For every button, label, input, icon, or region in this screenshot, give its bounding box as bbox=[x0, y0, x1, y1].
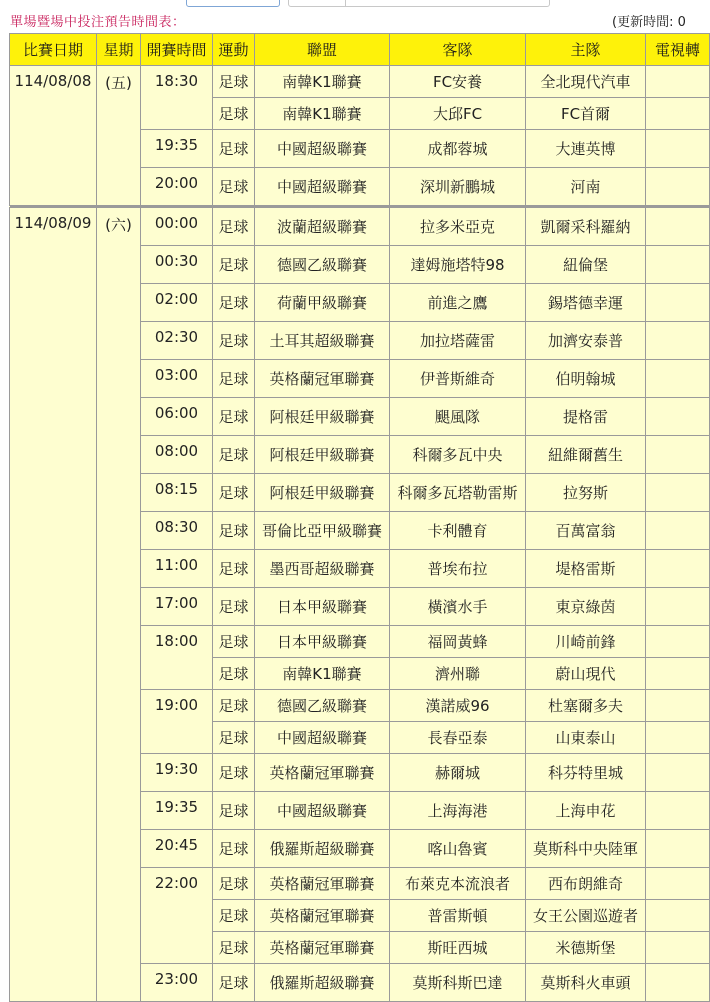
update-time-label: (更新時間: 0 bbox=[612, 15, 686, 30]
sport: 足球 bbox=[213, 398, 255, 436]
sport: 足球 bbox=[213, 722, 255, 754]
tv-channel bbox=[646, 868, 710, 900]
match-date: 114/08/09 bbox=[10, 208, 97, 1002]
start-time: 20:00 bbox=[141, 168, 213, 206]
league: 英格蘭冠軍聯賽 bbox=[255, 360, 390, 398]
start-time: 03:00 bbox=[141, 360, 213, 398]
start-time: 11:00 bbox=[141, 550, 213, 588]
tv-channel bbox=[646, 398, 710, 436]
start-time: 19:35 bbox=[141, 130, 213, 168]
start-time: 20:45 bbox=[141, 830, 213, 868]
tv-channel bbox=[646, 130, 710, 168]
away-team: 赫爾城 bbox=[390, 754, 526, 792]
league: 英格蘭冠軍聯賽 bbox=[255, 754, 390, 792]
league: 英格蘭冠軍聯賽 bbox=[255, 900, 390, 932]
sport: 足球 bbox=[213, 690, 255, 722]
header-sport: 運動 bbox=[213, 34, 255, 66]
tv-channel bbox=[646, 98, 710, 130]
start-time: 18:00 bbox=[141, 626, 213, 690]
away-team: 福岡黃蜂 bbox=[390, 626, 526, 658]
away-team: 普雷斯頓 bbox=[390, 900, 526, 932]
start-time: 18:30 bbox=[141, 66, 213, 130]
sport: 足球 bbox=[213, 168, 255, 206]
home-team: 山東泰山 bbox=[526, 722, 646, 754]
away-team: 達姆施塔特98 bbox=[390, 246, 526, 284]
tv-channel bbox=[646, 550, 710, 588]
sport: 足球 bbox=[213, 98, 255, 130]
sport: 足球 bbox=[213, 900, 255, 932]
schedule-table bbox=[9, 33, 710, 1002]
home-team: 女王公園巡遊者 bbox=[526, 900, 646, 932]
sport: 足球 bbox=[213, 550, 255, 588]
sport: 足球 bbox=[213, 130, 255, 168]
home-team: 錫塔德幸運 bbox=[526, 284, 646, 322]
away-team: 上海海港 bbox=[390, 792, 526, 830]
tv-channel bbox=[646, 964, 710, 1002]
tv-channel bbox=[646, 322, 710, 360]
home-team: 川崎前鋒 bbox=[526, 626, 646, 658]
league: 中國超級聯賽 bbox=[255, 722, 390, 754]
sport: 足球 bbox=[213, 512, 255, 550]
league: 英格蘭冠軍聯賽 bbox=[255, 932, 390, 964]
home-team: 伯明翰城 bbox=[526, 360, 646, 398]
league: 阿根廷甲級聯賽 bbox=[255, 436, 390, 474]
tv-channel bbox=[646, 168, 710, 206]
league: 阿根廷甲級聯賽 bbox=[255, 398, 390, 436]
start-time: 19:00 bbox=[141, 690, 213, 754]
sport: 足球 bbox=[213, 208, 255, 246]
away-team: 拉多米亞克 bbox=[390, 208, 526, 246]
sport: 足球 bbox=[213, 322, 255, 360]
tv-channel bbox=[646, 690, 710, 722]
home-team: 科芬特里城 bbox=[526, 754, 646, 792]
tv-channel bbox=[646, 436, 710, 474]
home-team: 加濟安泰普 bbox=[526, 322, 646, 360]
tv-channel bbox=[646, 66, 710, 98]
sport: 足球 bbox=[213, 964, 255, 1002]
start-time: 17:00 bbox=[141, 588, 213, 626]
league: 中國超級聯賽 bbox=[255, 130, 390, 168]
away-team: 布萊克本流浪者 bbox=[390, 868, 526, 900]
league: 阿根廷甲級聯賽 bbox=[255, 474, 390, 512]
sport: 足球 bbox=[213, 246, 255, 284]
home-team: 莫斯科中央陸軍 bbox=[526, 830, 646, 868]
home-team: 凱爾采科羅納 bbox=[526, 208, 646, 246]
header-league: 聯盟 bbox=[255, 34, 390, 66]
home-team: 西布朗維奇 bbox=[526, 868, 646, 900]
league: 英格蘭冠軍聯賽 bbox=[255, 868, 390, 900]
away-team: 伊普斯維奇 bbox=[390, 360, 526, 398]
away-team: 加拉塔薩雷 bbox=[390, 322, 526, 360]
home-team: 全北現代汽車 bbox=[526, 66, 646, 98]
start-time: 19:30 bbox=[141, 754, 213, 792]
league: 德國乙級聯賽 bbox=[255, 246, 390, 284]
sport: 足球 bbox=[213, 66, 255, 98]
league: 南韓K1聯賽 bbox=[255, 98, 390, 130]
home-team: 河南 bbox=[526, 168, 646, 206]
tv-channel bbox=[646, 932, 710, 964]
tv-channel bbox=[646, 474, 710, 512]
away-team: 漢諾威96 bbox=[390, 690, 526, 722]
home-team: 大連英博 bbox=[526, 130, 646, 168]
league: 日本甲級聯賽 bbox=[255, 626, 390, 658]
tv-channel bbox=[646, 900, 710, 932]
tv-channel bbox=[646, 360, 710, 398]
away-team: 卡利體育 bbox=[390, 512, 526, 550]
away-team: 科爾多瓦塔勒雷斯 bbox=[390, 474, 526, 512]
sport: 足球 bbox=[213, 626, 255, 658]
header-weekday: 星期 bbox=[97, 34, 141, 66]
tv-channel bbox=[646, 512, 710, 550]
league: 日本甲級聯賽 bbox=[255, 588, 390, 626]
tv-channel bbox=[646, 658, 710, 690]
sport: 足球 bbox=[213, 436, 255, 474]
home-team: 拉努斯 bbox=[526, 474, 646, 512]
home-team: FC首爾 bbox=[526, 98, 646, 130]
away-team: 長春亞泰 bbox=[390, 722, 526, 754]
away-team: 斯旺西城 bbox=[390, 932, 526, 964]
tv-channel bbox=[646, 246, 710, 284]
tv-channel bbox=[646, 754, 710, 792]
league: 土耳其超級聯賽 bbox=[255, 322, 390, 360]
home-team: 堤格雷斯 bbox=[526, 550, 646, 588]
header-away-team: 客隊 bbox=[390, 34, 526, 66]
home-team: 蔚山現代 bbox=[526, 658, 646, 690]
home-team: 提格雷 bbox=[526, 398, 646, 436]
away-team: 成都蓉城 bbox=[390, 130, 526, 168]
home-team: 東京綠茵 bbox=[526, 588, 646, 626]
table-header-row bbox=[10, 34, 710, 66]
league: 俄羅斯超級聯賽 bbox=[255, 830, 390, 868]
league: 南韓K1聯賽 bbox=[255, 658, 390, 690]
league: 俄羅斯超級聯賽 bbox=[255, 964, 390, 1002]
tv-channel bbox=[646, 792, 710, 830]
sport: 足球 bbox=[213, 588, 255, 626]
tv-channel bbox=[646, 626, 710, 658]
date-select[interactable] bbox=[186, 0, 280, 7]
away-team: 莫斯科斯巴達 bbox=[390, 964, 526, 1002]
away-team: 大邱FC bbox=[390, 98, 526, 130]
home-team: 百萬富翁 bbox=[526, 512, 646, 550]
start-time: 02:00 bbox=[141, 284, 213, 322]
sport: 足球 bbox=[213, 754, 255, 792]
table-row bbox=[10, 66, 710, 98]
tv-channel bbox=[646, 722, 710, 754]
weekday: (六) bbox=[97, 208, 141, 1002]
tv-channel bbox=[646, 588, 710, 626]
header-date: 比賽日期 bbox=[10, 34, 97, 66]
league: 德國乙級聯賽 bbox=[255, 690, 390, 722]
start-time: 08:30 bbox=[141, 512, 213, 550]
filter-divider bbox=[345, 0, 346, 6]
away-team: 橫濱水手 bbox=[390, 588, 526, 626]
away-team: 深圳新鵬城 bbox=[390, 168, 526, 206]
start-time: 08:15 bbox=[141, 474, 213, 512]
filter-select[interactable] bbox=[288, 0, 550, 7]
start-time: 02:30 bbox=[141, 322, 213, 360]
league: 哥倫比亞甲級聯賽 bbox=[255, 512, 390, 550]
league: 墨西哥超級聯賽 bbox=[255, 550, 390, 588]
away-team: 濟州聯 bbox=[390, 658, 526, 690]
header-start-time: 開賽時間 bbox=[141, 34, 213, 66]
start-time: 19:35 bbox=[141, 792, 213, 830]
home-team: 上海申花 bbox=[526, 792, 646, 830]
sport: 足球 bbox=[213, 284, 255, 322]
league: 中國超級聯賽 bbox=[255, 168, 390, 206]
home-team: 紐維爾舊生 bbox=[526, 436, 646, 474]
league: 南韓K1聯賽 bbox=[255, 66, 390, 98]
away-team: 普埃布拉 bbox=[390, 550, 526, 588]
away-team: 颶風隊 bbox=[390, 398, 526, 436]
match-date: 114/08/08 bbox=[10, 66, 97, 206]
sport: 足球 bbox=[213, 360, 255, 398]
home-team: 紐倫堡 bbox=[526, 246, 646, 284]
home-team: 米德斯堡 bbox=[526, 932, 646, 964]
sport: 足球 bbox=[213, 792, 255, 830]
sport: 足球 bbox=[213, 932, 255, 964]
sport: 足球 bbox=[213, 830, 255, 868]
header-tv: 電視轉 bbox=[646, 34, 710, 66]
tv-channel bbox=[646, 284, 710, 322]
sport: 足球 bbox=[213, 474, 255, 512]
start-time: 22:00 bbox=[141, 868, 213, 964]
start-time: 23:00 bbox=[141, 964, 213, 1002]
start-time: 00:30 bbox=[141, 246, 213, 284]
league: 荷蘭甲級聯賽 bbox=[255, 284, 390, 322]
league: 波蘭超級聯賽 bbox=[255, 208, 390, 246]
away-team: 前進之鷹 bbox=[390, 284, 526, 322]
sport: 足球 bbox=[213, 868, 255, 900]
away-team: 科爾多瓦中央 bbox=[390, 436, 526, 474]
home-team: 莫斯科火車頭 bbox=[526, 964, 646, 1002]
league: 中國超級聯賽 bbox=[255, 792, 390, 830]
away-team: 喀山魯賓 bbox=[390, 830, 526, 868]
weekday: (五) bbox=[97, 66, 141, 206]
tv-channel bbox=[646, 208, 710, 246]
sport: 足球 bbox=[213, 658, 255, 690]
table-row bbox=[10, 208, 710, 246]
start-time: 00:00 bbox=[141, 208, 213, 246]
header-home-team: 主隊 bbox=[526, 34, 646, 66]
start-time: 08:00 bbox=[141, 436, 213, 474]
home-team: 杜塞爾多夫 bbox=[526, 690, 646, 722]
start-time: 06:00 bbox=[141, 398, 213, 436]
schedule-caption: 單場暨場中投注預告時間表： bbox=[10, 15, 186, 30]
away-team: FC安養 bbox=[390, 66, 526, 98]
tv-channel bbox=[646, 830, 710, 868]
